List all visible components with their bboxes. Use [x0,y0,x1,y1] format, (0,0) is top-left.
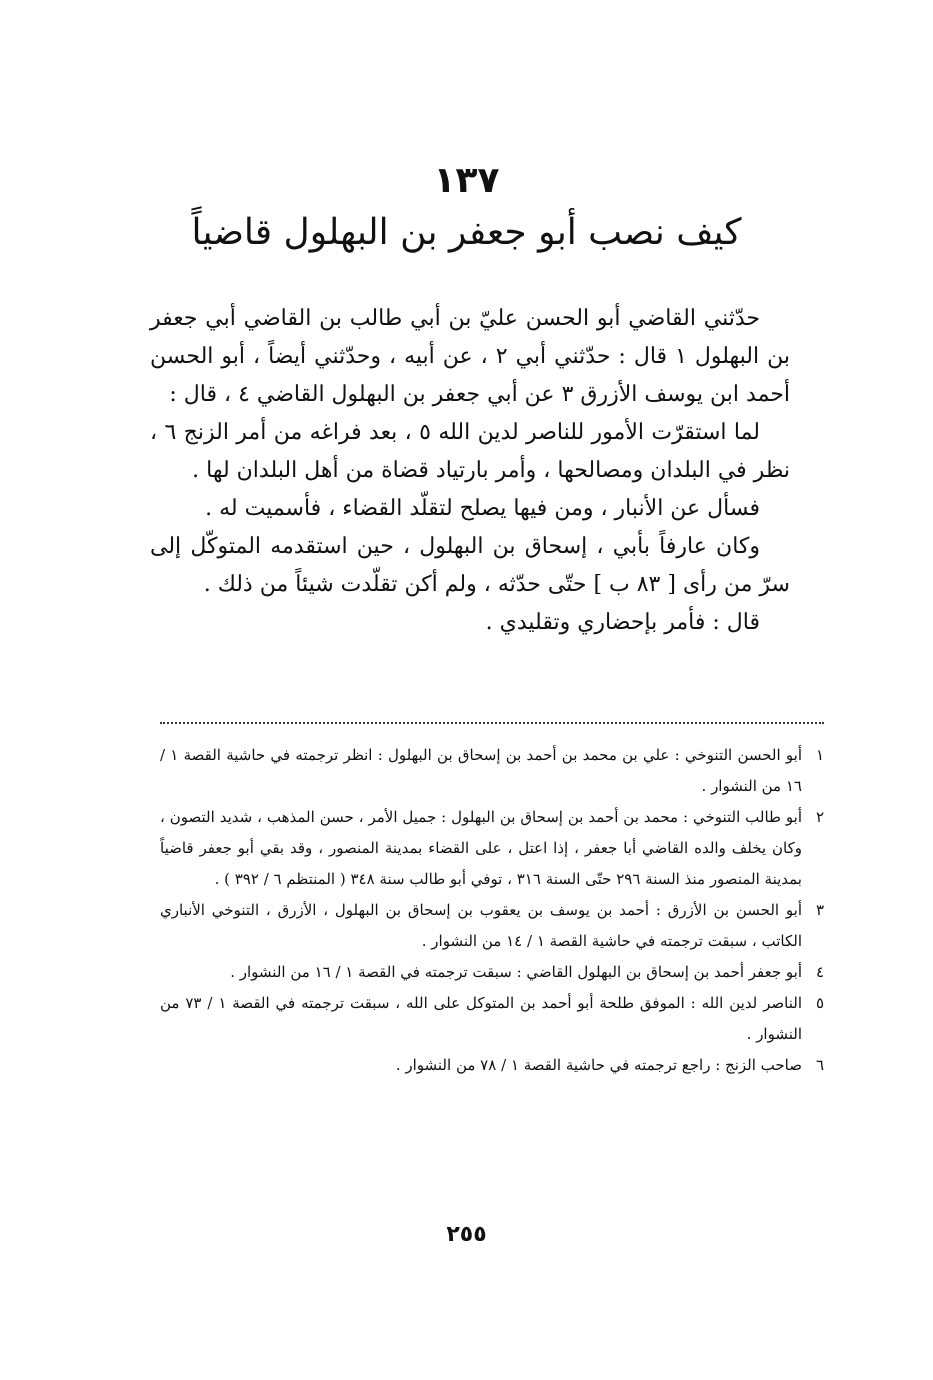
footnote-text: أبو الحسن التنوخي : علي بن محمد بن أحمد بن إسحاق بن البهلول : انظر ترجمته في حاشية القصة ١ / ١٦ من النشوار . [160,746,802,795]
footnote-text: أبو طالب التنوخي : محمد بن أحمد بن إسحاق بن البهلول : جميل الأمر ، حسن المذهب ، شديد التصون ، وكان يخلف والده القاضي أبا جعفر ، إذا اعتل ، على القضاء بمدينة المنصور ، وقد بقي أبو جعفر قاضياً بمدينة المنصور منذ السنة ٢٩٦ حتّى السنة ٣١٦ ، توفي أبو طالب سنة ٣٤٨ ( المنتظم ٦ / ٣٩٢ ) . [160,808,802,888]
footnote-number: ٥ [815,994,824,1012]
paragraph: قال : فأمر بإحضاري وتقليدي . [485,610,760,635]
footnote-number: ٤ [815,963,824,981]
footnote [160,1050,824,1081]
footnote [160,895,824,957]
story-number: ١٣٧ [433,160,500,201]
footnote [160,957,824,988]
footnote-number: ١ [815,746,824,764]
page-number: ٢٥٥ [446,1222,487,1247]
footnote [160,740,824,802]
footnotes [160,740,824,1081]
footnote-text: أبو الحسن بن الأزرق : أحمد بن يوسف بن يعقوب بن إسحاق بن البهلول ، الأزرق ، التنوخي الأنباري الكاتب ، سبقت ترجمته في حاشية القصة ١ / ١٤ من النشوار . [160,901,802,950]
main-text [150,300,790,642]
footnote-number: ٦ [815,1056,824,1074]
paragraph: حدّثني القاضي أبو الحسن عليّ بن أبي طالب بن القاضي أبي جعفر بن البهلول ١ قال : حدّثني أبي ٢ ، عن أبيه ، وحدّثني أيضاً ، أبو الحسن أحمد ابن يوسف الأزرق ٣ عن أبي جعفر بن البهلول القاضي ٤ ، قال : [150,306,790,407]
footnote-number: ٣ [815,901,824,919]
paragraph: فسأل عن الأنبار ، ومن فيها يصلح لتقلّد القضاء ، فأسميت له . [205,496,760,521]
paragraph: وكان عارفاً بأبي ، إسحاق بن البهلول ، حين استقدمه المتوكّل إلى سرّ من رأى [ ٨٣ ب ] حتّى حدّثه ، ولم أكن تقلّدت شيئاً من ذلك . [150,534,790,597]
footnote-text: الناصر لدين الله : الموفق طلحة أبو أحمد بن المتوكل على الله ، سبقت ترجمته في القصة ١ / ٧٣ من النشوار . [160,994,802,1043]
footnote [160,988,824,1050]
story-title: كيف نصب أبو جعفر بن البهلول قاضياً [191,212,742,253]
footnote [160,802,824,895]
footnote-text: أبو جعفر أحمد بن إسحاق بن البهلول القاضي : سبقت ترجمته في القصة ١ / ١٦ من النشوار . [230,963,802,981]
paragraph: لما استقرّت الأمور للناصر لدين الله ٥ ، بعد فراغه من أمر الزنج ٦ ، نظر في البلدان ومصالحها ، وأمر بارتياد قضاة من أهل البلدان لها . [150,420,790,483]
footnote-text: صاحب الزنج : راجع ترجمته في حاشية القصة ١ / ٧٨ من النشوار . [395,1056,802,1074]
footnote-divider [160,722,824,724]
footnote-number: ٢ [815,808,824,826]
